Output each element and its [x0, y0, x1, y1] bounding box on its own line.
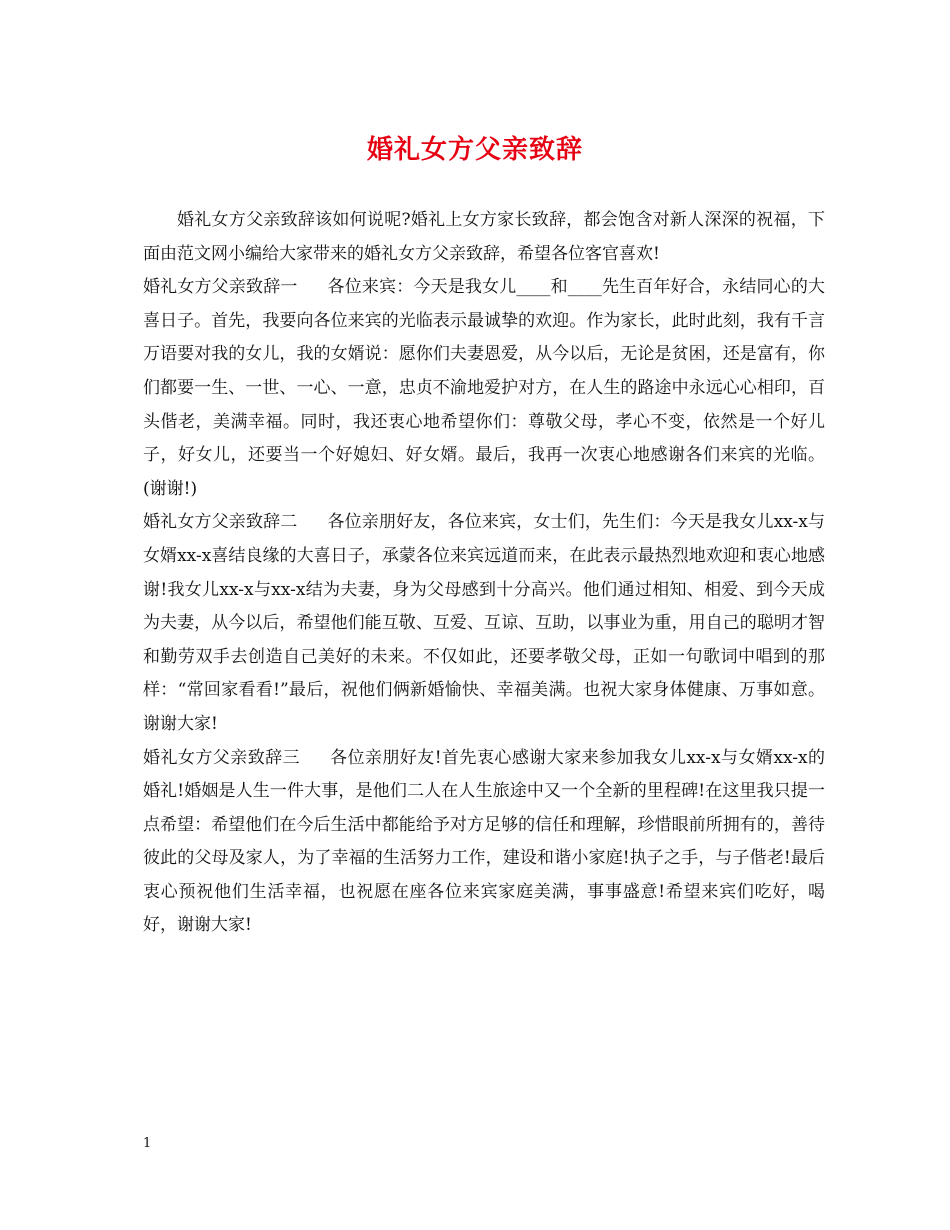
intro-paragraph: 婚礼女方父亲致辞该如何说呢?婚礼上女方家长致辞，都会饱含对新人深深的祝福，下面由范文网小编给大家带来的婚礼女方父亲致辞，希望各位客官喜欢!: [143, 210, 825, 264]
document-title: 婚礼女方父亲致辞: [366, 135, 583, 165]
document-body: [143, 204, 825, 943]
section-heading-3: 婚礼女方父亲致辞三: [143, 747, 301, 768]
section-paragraph-2: [143, 506, 825, 741]
section-text-2: 各位亲朋好友，各位来宾，女士们，先生们：今天是我女儿xx-x与女婿xx-x喜结良缘的大喜日子，承蒙各位来宾远道而来，在此表示最热烈地欢迎和衷心地感谢!我女儿xx-x与xx-x结为夫妻，身为父母感到十分高兴。他们通过相知、相爱、到今天成为夫妻，从今以后，希望他们能互敬、互爱、互谅、互助，以事业为重，用自己的聪明才智和勤劳双手去创造自己美好的未来。不仅如此，还要孝敬父母，正如一句歌词中唱到的那样：“常回家看看!”最后，祝他们俩新婚愉快、幸福美满。也祝大家身体健康、万事如意。谢谢大家!: [143, 512, 825, 734]
page-number: 1: [143, 1136, 152, 1151]
section-text-3: 各位亲朋好友!首先衷心感谢大家来参加我女儿xx-x与女婿xx-x的婚礼!婚姻是人生一件大事，是他们二人在人生旅途中又一个全新的里程碑!在这里我只提一点希望：希望他们在今后生活中都能给予对方足够的信任和理解，珍惜眼前所拥有的，善待彼此的父母及家人，为了幸福的生活努力工作，建设和谐小家庭!执子之手，与子偕老!最后衷心预祝他们生活幸福，也祝愿在座各位来宾家庭美满，事事盛意!希望来宾们吃好，喝好，谢谢大家!: [143, 747, 826, 936]
section-paragraph-3: [143, 742, 825, 944]
section-heading-2: 婚礼女方父亲致辞二: [143, 512, 298, 533]
section-heading-1: 婚礼女方父亲致辞一: [143, 277, 298, 298]
section-paragraph-1: [143, 271, 825, 506]
section-text-1: 各位来宾：今天是我女儿____和____先生百年好合，永结同心的大喜日子。首先，我要向各位来宾的光临表示最诚挚的欢迎。作为家长，此时此刻，我有千言万语要对我的女儿，我的女婿说：愿你们夫妻恩爱，从今以后，无论是贫困，还是富有，你们都要一生、一世、一心、一意，忠贞不渝地爱护对方，在人生的路途中永远心心相印，百头偕老，美满幸福。同时，我还衷心地希望你们：尊敬父母，孝心不变，依然是一个好儿子，好女儿，还要当一个好媳妇、好女婿。最后，我再一次衷心地感谢各们来宾的光临。(谢谢!): [143, 277, 826, 499]
